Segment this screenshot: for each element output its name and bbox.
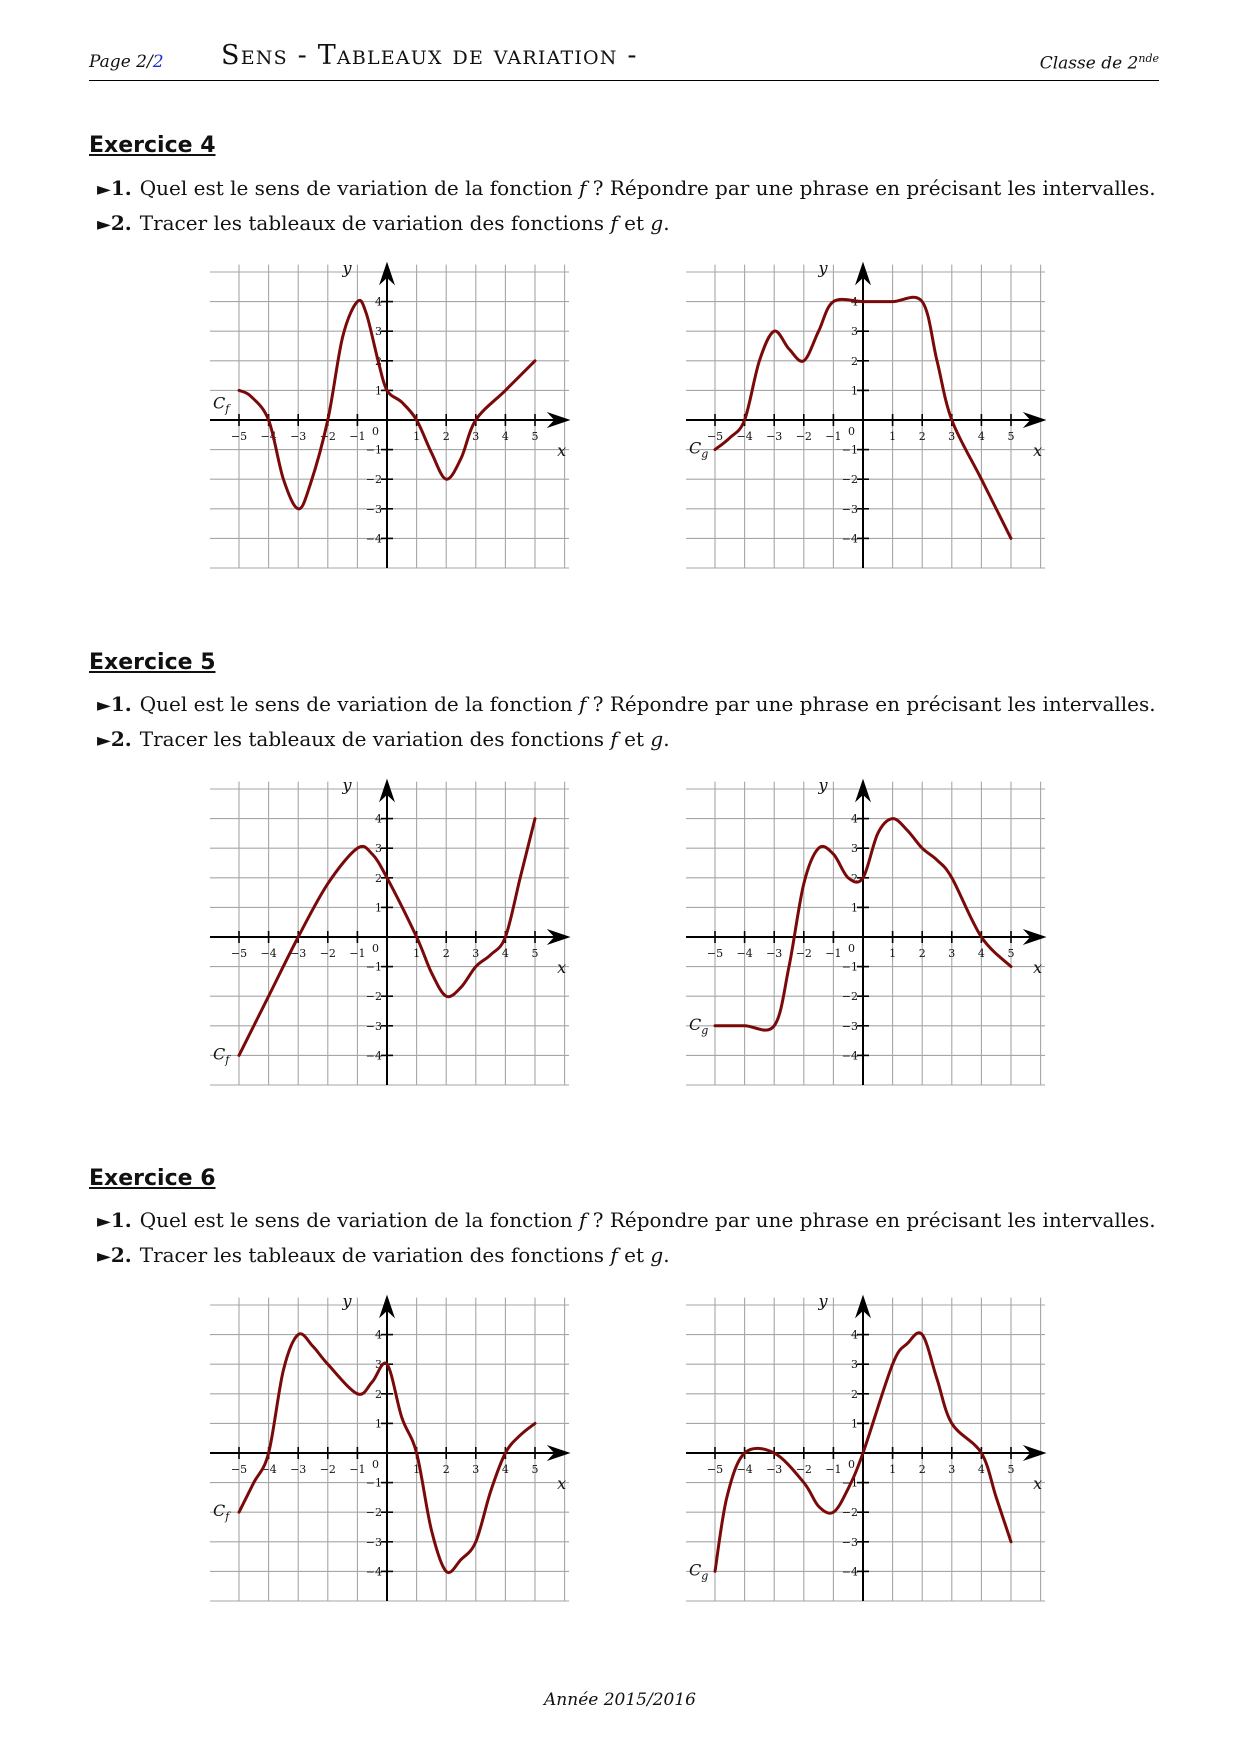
x-tick-label: 1 (889, 1463, 897, 1476)
y-tick-label: 3 (851, 842, 858, 856)
curve-name-label: $C_f$ (213, 1044, 230, 1067)
page-number (89, 52, 164, 72)
question-text: . (663, 1243, 670, 1267)
x-tick-label: −3 (290, 947, 307, 960)
y-tick-label: 3 (375, 325, 382, 339)
x-tick-label: 3 (472, 1463, 480, 1476)
bullet-triangle-icon: ► (97, 1211, 111, 1232)
question-text: et (617, 727, 651, 751)
x-tick-label: −1 (349, 1463, 366, 1476)
footer-year: Année 2015/2016 (544, 1690, 696, 1710)
origin-label: 0 (372, 942, 379, 955)
x-tick-label: −3 (766, 430, 783, 443)
y-tick-label: −1 (365, 1476, 382, 1490)
question-text: Quel est le sens de variation de la fonction (139, 176, 580, 200)
x-tick-label: −3 (766, 1463, 783, 1476)
page-total-link[interactable]: 2 (152, 52, 164, 72)
graph-ex5-g (686, 775, 1066, 1095)
x-tick-label: 3 (948, 947, 956, 960)
question-text: ? Répondre par une phrase en précisant les intervalles. (586, 176, 1156, 200)
question-text: et (617, 1243, 651, 1267)
x-tick-label: −5 (230, 430, 248, 443)
x-tick-label: 5 (531, 947, 539, 960)
class-sup: nde (1138, 52, 1159, 65)
y-tick-label: 2 (375, 871, 382, 885)
y-tick-label: 1 (851, 384, 858, 398)
x-tick-label: 5 (1007, 947, 1015, 960)
x-tick-label: 3 (472, 430, 480, 443)
x-tick-label: 1 (413, 1463, 421, 1476)
x-tick-label: 1 (889, 947, 897, 960)
x-tick-label: −1 (825, 947, 842, 960)
question-text: ? Répondre par une phrase en précisant les intervalles. (586, 692, 1156, 716)
x-tick-label: −5 (706, 430, 724, 443)
class-text: Classe de 2 (1039, 53, 1139, 74)
y-tick-label: 3 (375, 1358, 382, 1372)
bullet-triangle-icon: ► (97, 695, 111, 716)
question-2 (97, 727, 670, 751)
x-tick-label: 5 (1007, 430, 1015, 443)
exercise-title: Exercice 6 (89, 1166, 216, 1191)
curve-name-label: $C_f$ (213, 1501, 230, 1524)
y-tick-label: 1 (851, 1417, 858, 1431)
y-tick-label: −4 (841, 1049, 858, 1063)
function-name: g (650, 727, 664, 751)
x-tick-label: −3 (766, 947, 783, 960)
question-2 (97, 1243, 670, 1267)
function-name: g (650, 211, 664, 235)
y-tick-label: −2 (365, 990, 382, 1004)
x-tick-label: −1 (349, 947, 366, 960)
curve-name-subscript: g (701, 447, 709, 461)
x-axis-label: x (557, 1474, 567, 1493)
x-axis-label: x (1033, 1474, 1043, 1493)
question-number: 1. (110, 1208, 132, 1232)
y-axis-label: y (818, 775, 828, 795)
function-name: f (610, 1243, 618, 1267)
bullet-triangle-icon: ► (97, 179, 111, 200)
y-tick-label: −4 (841, 532, 858, 546)
y-tick-label: 2 (851, 354, 858, 368)
y-tick-label: −3 (365, 1019, 382, 1033)
x-tick-label: −4 (736, 1463, 753, 1476)
y-tick-label: −4 (365, 1049, 382, 1063)
x-axis-label: x (557, 958, 567, 977)
x-tick-label: 2 (918, 430, 926, 443)
y-tick-label: −2 (841, 473, 858, 487)
curve-name-label: $C_g$ (689, 1014, 709, 1037)
question-text: Tracer les tableaux de variation des fonctions (139, 1243, 611, 1267)
graph-ex5-f (210, 775, 590, 1095)
x-tick-label: −2 (319, 430, 336, 443)
x-tick-label: 2 (918, 1463, 926, 1476)
question-number: 1. (110, 176, 132, 200)
y-tick-label: −1 (841, 960, 858, 974)
y-tick-label: −3 (365, 1535, 382, 1549)
x-tick-label: −4 (736, 947, 753, 960)
x-tick-label: 4 (501, 1463, 509, 1476)
y-tick-label: −2 (365, 473, 382, 487)
curve-name-label: $C_g$ (689, 1560, 709, 1583)
question-number: 1. (110, 692, 132, 716)
y-tick-label: 1 (375, 901, 382, 915)
curve-name-subscript: f (225, 1053, 230, 1067)
y-tick-label: 2 (851, 871, 858, 885)
function-name: f (579, 176, 587, 200)
origin-label: 0 (848, 942, 855, 955)
question-2 (97, 211, 670, 235)
y-tick-label: −4 (365, 1565, 382, 1579)
y-tick-label: −2 (365, 1506, 382, 1520)
y-tick-label: −1 (365, 960, 382, 974)
x-tick-label: −1 (825, 1463, 842, 1476)
x-tick-label: −2 (795, 430, 812, 443)
question-1 (97, 176, 1156, 200)
question-1 (97, 1208, 1156, 1232)
graph-ex4-g (686, 258, 1066, 578)
y-tick-label: 1 (375, 1417, 382, 1431)
curve-name-label: $C_g$ (689, 438, 709, 461)
x-tick-label: −4 (260, 947, 277, 960)
x-axis-label: x (557, 441, 567, 460)
curve-name-label: $C_f$ (213, 393, 230, 416)
y-tick-label: 4 (851, 1328, 858, 1342)
y-tick-label: −4 (841, 1565, 858, 1579)
y-tick-label: 4 (851, 812, 858, 826)
x-tick-label: 2 (442, 1463, 450, 1476)
graph-ex4-f (210, 258, 590, 578)
y-axis-label: y (342, 1291, 352, 1311)
x-tick-label: −5 (230, 1463, 248, 1476)
function-name: f (579, 1208, 587, 1232)
function-name: f (610, 727, 618, 751)
y-tick-label: −3 (841, 1019, 858, 1033)
question-text: Tracer les tableaux de variation des fonctions (139, 211, 611, 235)
x-tick-label: 3 (472, 947, 480, 960)
y-tick-label: 2 (375, 1387, 382, 1401)
x-tick-label: 1 (413, 947, 421, 960)
question-text: . (663, 211, 670, 235)
y-tick-label: 4 (375, 812, 382, 826)
bullet-triangle-icon: ► (97, 1246, 111, 1267)
question-text: . (663, 727, 670, 751)
x-tick-label: 4 (501, 430, 509, 443)
x-tick-label: −3 (290, 430, 307, 443)
bullet-triangle-icon: ► (97, 214, 111, 235)
x-tick-label: −1 (825, 430, 842, 443)
origin-label: 0 (848, 425, 855, 438)
origin-label: 0 (372, 425, 379, 438)
y-tick-label: −2 (841, 1506, 858, 1520)
question-text: Quel est le sens de variation de la fonction (139, 692, 580, 716)
curve-name-subscript: f (225, 1510, 230, 1524)
x-tick-label: 2 (442, 430, 450, 443)
y-tick-label: 2 (375, 354, 382, 368)
y-tick-label: 1 (851, 901, 858, 915)
x-tick-label: −4 (260, 430, 277, 443)
y-tick-label: 3 (851, 325, 858, 339)
x-tick-label: 5 (1007, 1463, 1015, 1476)
function-name: f (579, 692, 587, 716)
y-tick-label: 3 (851, 1358, 858, 1372)
page-label: Page 2/ (89, 52, 153, 72)
x-tick-label: 3 (948, 1463, 956, 1476)
x-tick-label: −2 (795, 947, 812, 960)
y-axis-label: y (342, 258, 352, 278)
curve-name-subscript: g (701, 1569, 709, 1583)
x-tick-label: −2 (319, 1463, 336, 1476)
y-tick-label: −1 (841, 443, 858, 457)
y-tick-label: −3 (365, 502, 382, 516)
x-tick-label: 2 (918, 947, 926, 960)
function-name: f (610, 211, 618, 235)
x-tick-label: −4 (736, 430, 753, 443)
x-tick-label: 4 (977, 430, 985, 443)
y-axis-label: y (818, 258, 828, 278)
curve-name-subscript: g (701, 1023, 709, 1037)
x-tick-label: 4 (977, 1463, 985, 1476)
class-label (1040, 52, 1159, 74)
graph-ex6-g (686, 1291, 1066, 1611)
exercise-title: Exercice 4 (89, 133, 216, 158)
y-tick-label: −2 (841, 990, 858, 1004)
question-text: ? Répondre par une phrase en précisant les intervalles. (586, 1208, 1156, 1232)
y-tick-label: −3 (841, 1535, 858, 1549)
y-tick-label: −1 (365, 443, 382, 457)
y-tick-label: −3 (841, 502, 858, 516)
x-tick-label: 1 (413, 430, 421, 443)
graph-ex6-f (210, 1291, 590, 1611)
question-text: Quel est le sens de variation de la fonction (139, 1208, 580, 1232)
x-tick-label: 1 (889, 430, 897, 443)
document-title: Sens - Tableaux de variation - (221, 40, 638, 71)
x-tick-label: −4 (260, 1463, 277, 1476)
y-tick-label: −4 (365, 532, 382, 546)
y-tick-label: −1 (841, 1476, 858, 1490)
y-tick-label: 4 (375, 295, 382, 309)
question-number: 2. (110, 727, 132, 751)
x-tick-label: −5 (230, 947, 248, 960)
bullet-triangle-icon: ► (97, 730, 111, 751)
x-tick-label: −5 (706, 947, 724, 960)
x-tick-label: −1 (349, 430, 366, 443)
y-tick-label: 1 (375, 384, 382, 398)
y-tick-label: 3 (375, 842, 382, 856)
question-text: et (617, 211, 651, 235)
curve-name-subscript: f (225, 402, 230, 416)
question-1 (97, 692, 1156, 716)
x-tick-label: 4 (501, 947, 509, 960)
question-number: 2. (110, 1243, 132, 1267)
page-header (89, 40, 1159, 81)
function-name: g (650, 1243, 664, 1267)
x-tick-label: −2 (795, 1463, 812, 1476)
x-tick-label: −3 (290, 1463, 307, 1476)
origin-label: 0 (848, 1458, 855, 1471)
y-axis-label: y (818, 1291, 828, 1311)
x-tick-label: 5 (531, 1463, 539, 1476)
y-tick-label: 2 (851, 1387, 858, 1401)
question-number: 2. (110, 211, 132, 235)
x-axis-label: x (1033, 958, 1043, 977)
origin-label: 0 (372, 1458, 379, 1471)
exercise-title: Exercice 5 (89, 650, 216, 675)
x-tick-label: −5 (706, 1463, 724, 1476)
x-tick-label: 4 (977, 947, 985, 960)
y-tick-label: 4 (375, 1328, 382, 1342)
x-tick-label: 3 (948, 430, 956, 443)
question-text: Tracer les tableaux de variation des fonctions (139, 727, 611, 751)
x-tick-label: −2 (319, 947, 336, 960)
x-tick-label: 2 (442, 947, 450, 960)
x-axis-label: x (1033, 441, 1043, 460)
y-tick-label: 4 (851, 295, 858, 309)
y-axis-label: y (342, 775, 352, 795)
x-tick-label: 5 (531, 430, 539, 443)
